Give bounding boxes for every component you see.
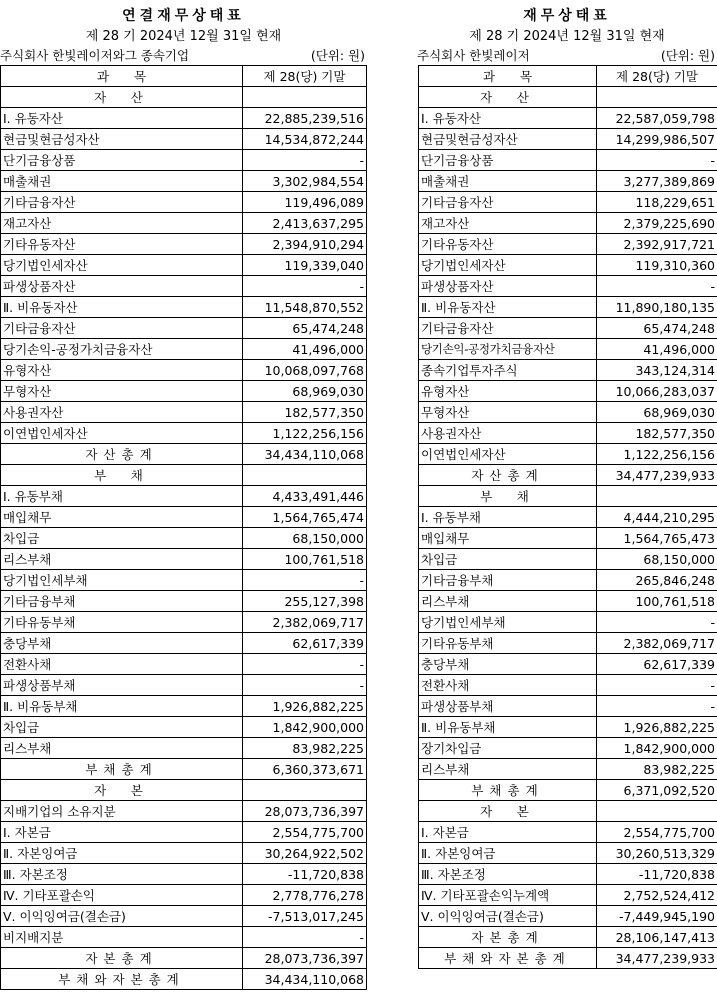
table-row bbox=[419, 633, 717, 654]
table-row bbox=[1, 297, 367, 318]
amount-cell: -11,720,838 bbox=[243, 864, 367, 885]
amount-cell: 6,371,092,520 bbox=[597, 780, 717, 801]
amount-cell: 1,926,882,225 bbox=[597, 717, 717, 738]
amount-cell: - bbox=[243, 675, 367, 696]
amount-cell: 30,264,922,502 bbox=[243, 843, 367, 864]
amount-cell: 119,339,040 bbox=[243, 255, 367, 276]
amount-cell: 14,534,872,244 bbox=[243, 129, 367, 150]
section-row bbox=[419, 87, 717, 108]
table-row bbox=[1, 381, 367, 402]
balance-table bbox=[418, 65, 717, 969]
table-row bbox=[1, 843, 367, 864]
table-body bbox=[419, 87, 717, 969]
table-row bbox=[1, 675, 367, 696]
account-cell: Ⅲ. 자본조정 bbox=[1, 864, 243, 885]
section-row bbox=[1, 87, 367, 108]
account-cell: 매입채무 bbox=[1, 507, 243, 528]
table-row bbox=[1, 591, 367, 612]
account-cell: 유형자산 bbox=[419, 381, 597, 402]
account-cell: 이연법인세자산 bbox=[419, 444, 597, 465]
account-cell: 매출채권 bbox=[1, 171, 243, 192]
account-cell: 충당부채 bbox=[419, 654, 597, 675]
table-row bbox=[1, 192, 367, 213]
table-row bbox=[1, 612, 367, 633]
section-row bbox=[419, 486, 717, 507]
table-row bbox=[419, 213, 717, 234]
section-row bbox=[419, 927, 717, 948]
amount-cell: 2,554,775,700 bbox=[597, 822, 717, 843]
account-cell: 자산총계 bbox=[1, 444, 243, 465]
account-cell: 비지배지분 bbox=[1, 927, 243, 948]
account-cell: 자산총계 bbox=[419, 465, 597, 486]
account-header: 과 목 bbox=[1, 66, 243, 87]
account-cell: 사용권자산 bbox=[1, 402, 243, 423]
account-cell: Ⅱ. 비유동자산 bbox=[419, 297, 597, 318]
account-cell: Ⅳ. 기타포괄손익누계액 bbox=[419, 885, 597, 906]
table-row bbox=[1, 696, 367, 717]
section-row bbox=[1, 465, 367, 486]
table-row bbox=[419, 675, 717, 696]
table-row bbox=[419, 591, 717, 612]
company-name: 주식회사 한빛레이저 bbox=[417, 48, 530, 63]
table-row bbox=[419, 381, 717, 402]
amount-cell: 2,382,069,717 bbox=[243, 612, 367, 633]
table-row bbox=[1, 171, 367, 192]
account-cell: 재고자산 bbox=[1, 213, 243, 234]
amount-cell: 30,260,513,329 bbox=[597, 843, 717, 864]
amount-cell: 62,617,339 bbox=[243, 633, 367, 654]
company-name: 주식회사 한빛레이저와그 종속기업 bbox=[0, 48, 190, 63]
amount-cell bbox=[243, 87, 367, 108]
account-cell: 당기법인세자산 bbox=[419, 255, 597, 276]
account-cell: Ⅰ. 유동부채 bbox=[1, 486, 243, 507]
account-cell: 차입금 bbox=[1, 528, 243, 549]
section-row bbox=[1, 759, 367, 780]
account-cell: 종속기업투자주식 bbox=[419, 360, 597, 381]
table-row bbox=[419, 171, 717, 192]
table-row bbox=[1, 402, 367, 423]
table-row bbox=[419, 612, 717, 633]
table-row bbox=[419, 423, 717, 444]
account-cell: 매입채무 bbox=[419, 528, 597, 549]
sheet-subtitle: 제 28 기 2024년 12월 31일 현재 bbox=[469, 29, 665, 44]
amount-cell: 182,577,350 bbox=[243, 402, 367, 423]
account-cell: 당기법인세자산 bbox=[1, 255, 243, 276]
section-row bbox=[419, 801, 717, 822]
account-cell: 차입금 bbox=[419, 549, 597, 570]
account-cell: Ⅰ. 자본금 bbox=[419, 822, 597, 843]
amount-cell: 1,122,256,156 bbox=[243, 423, 367, 444]
amount-cell: 1,564,765,473 bbox=[597, 528, 717, 549]
account-cell: 단기금융상품 bbox=[419, 150, 597, 171]
account-cell: 파생상품자산 bbox=[1, 276, 243, 297]
amount-cell: 2,778,776,278 bbox=[243, 885, 367, 906]
amount-cell: 265,846,248 bbox=[597, 570, 717, 591]
account-cell: 현금및현금성자산 bbox=[1, 129, 243, 150]
amount-cell: 1,122,256,156 bbox=[597, 444, 717, 465]
account-cell: 현금및현금성자산 bbox=[419, 129, 597, 150]
table-row bbox=[1, 528, 367, 549]
table-row bbox=[419, 234, 717, 255]
table-row bbox=[419, 507, 717, 528]
table-row bbox=[1, 507, 367, 528]
account-cell: 자 산 bbox=[1, 87, 243, 108]
account-cell: 무형자산 bbox=[1, 381, 243, 402]
table-row bbox=[1, 360, 367, 381]
account-cell: Ⅳ. 기타포괄손익 bbox=[1, 885, 243, 906]
account-cell: 단기금융상품 bbox=[1, 150, 243, 171]
amount-cell: 34,434,110,068 bbox=[243, 969, 367, 990]
amount-cell: 14,299,986,507 bbox=[597, 129, 717, 150]
amount-cell: 3,277,389,869 bbox=[597, 171, 717, 192]
table-row bbox=[1, 654, 367, 675]
account-cell: 파생상품자산 bbox=[419, 276, 597, 297]
table-row bbox=[419, 696, 717, 717]
amount-cell: 22,587,059,798 bbox=[597, 108, 717, 129]
account-cell: 당기법인세부채 bbox=[1, 570, 243, 591]
amount-cell: 83,982,225 bbox=[597, 759, 717, 780]
account-cell: 부채총계 bbox=[419, 780, 597, 801]
table-row bbox=[1, 150, 367, 171]
table-row bbox=[1, 318, 367, 339]
amount-cell: - bbox=[597, 696, 717, 717]
table-row bbox=[419, 297, 717, 318]
account-cell: 재고자산 bbox=[419, 213, 597, 234]
account-cell: 장기차입금 bbox=[419, 738, 597, 759]
account-cell: 파생상품부채 bbox=[1, 675, 243, 696]
period-header: 제 28(당) 기말 bbox=[597, 66, 717, 87]
amount-cell: - bbox=[243, 150, 367, 171]
table-row bbox=[1, 885, 367, 906]
account-cell: 충당부채 bbox=[1, 633, 243, 654]
table-row bbox=[419, 528, 717, 549]
amount-cell: - bbox=[597, 675, 717, 696]
amount-cell bbox=[597, 87, 717, 108]
table-row bbox=[419, 360, 717, 381]
amount-cell: 28,106,147,413 bbox=[597, 927, 717, 948]
table-row bbox=[1, 738, 367, 759]
amount-cell: 10,066,283,037 bbox=[597, 381, 717, 402]
account-cell: 전환사채 bbox=[1, 654, 243, 675]
sheet-subtitle: 제 28 기 2024년 12월 31일 현재 bbox=[85, 29, 282, 44]
table-row bbox=[1, 255, 367, 276]
amount-cell: 100,761,518 bbox=[243, 549, 367, 570]
account-cell: 전환사채 bbox=[419, 675, 597, 696]
amount-cell bbox=[597, 486, 717, 507]
table-row bbox=[1, 633, 367, 654]
table-row bbox=[419, 108, 717, 129]
amount-cell: 2,392,917,721 bbox=[597, 234, 717, 255]
account-cell: 기타금융부채 bbox=[1, 591, 243, 612]
section-row bbox=[419, 465, 717, 486]
amount-cell: 83,982,225 bbox=[243, 738, 367, 759]
amount-cell: - bbox=[597, 612, 717, 633]
account-cell: 기타유동자산 bbox=[419, 234, 597, 255]
header-row bbox=[1, 66, 367, 87]
table-row bbox=[1, 213, 367, 234]
amount-cell: 4,444,210,295 bbox=[597, 507, 717, 528]
account-header: 과 목 bbox=[419, 66, 597, 87]
amount-cell: 119,496,089 bbox=[243, 192, 367, 213]
amount-cell: -7,513,017,245 bbox=[243, 906, 367, 927]
section-row bbox=[1, 780, 367, 801]
table-row bbox=[419, 822, 717, 843]
table-row bbox=[419, 150, 717, 171]
table-row bbox=[1, 717, 367, 738]
account-cell: 리스부채 bbox=[419, 759, 597, 780]
table-row bbox=[419, 885, 717, 906]
account-cell: 사용권자산 bbox=[419, 423, 597, 444]
amount-cell: 34,477,239,933 bbox=[597, 948, 717, 969]
table-row bbox=[419, 717, 717, 738]
amount-cell: - bbox=[243, 570, 367, 591]
account-cell: 리스부채 bbox=[1, 549, 243, 570]
account-cell: 기타금융자산 bbox=[419, 318, 597, 339]
table-row bbox=[1, 486, 367, 507]
amount-cell bbox=[243, 780, 367, 801]
amount-cell: 2,379,225,690 bbox=[597, 213, 717, 234]
account-cell: 파생상품부채 bbox=[419, 696, 597, 717]
table-row bbox=[419, 318, 717, 339]
account-cell: Ⅰ. 유동자산 bbox=[419, 108, 597, 129]
account-cell: Ⅱ. 자본잉여금 bbox=[419, 843, 597, 864]
table-row bbox=[419, 339, 717, 360]
amount-cell: 68,150,000 bbox=[597, 549, 717, 570]
account-cell: 부채와자본총계 bbox=[1, 969, 243, 990]
table-row bbox=[1, 570, 367, 591]
table-row bbox=[419, 654, 717, 675]
section-row bbox=[419, 780, 717, 801]
amount-cell: -7,449,945,190 bbox=[597, 906, 717, 927]
sheet-title: 재무상태표 bbox=[523, 8, 611, 24]
table-row bbox=[1, 108, 367, 129]
amount-cell: 41,496,000 bbox=[243, 339, 367, 360]
account-cell: 매출채권 bbox=[419, 171, 597, 192]
amount-cell bbox=[597, 801, 717, 822]
amount-cell: 1,842,900,000 bbox=[243, 717, 367, 738]
amount-cell: 11,890,180,135 bbox=[597, 297, 717, 318]
table-row bbox=[419, 192, 717, 213]
amount-cell: 41,496,000 bbox=[597, 339, 717, 360]
section-row bbox=[419, 948, 717, 969]
amount-cell: 34,477,239,933 bbox=[597, 465, 717, 486]
amount-cell: 3,302,984,554 bbox=[243, 171, 367, 192]
table-row bbox=[1, 822, 367, 843]
amount-cell: - bbox=[597, 150, 717, 171]
period-header: 제 28(당) 기말 bbox=[243, 66, 367, 87]
table-row bbox=[419, 255, 717, 276]
table-row bbox=[1, 276, 367, 297]
account-cell: 지배기업의 소유지분 bbox=[1, 801, 243, 822]
amount-cell: 255,127,398 bbox=[243, 591, 367, 612]
table-row bbox=[1, 129, 367, 150]
amount-cell: - bbox=[243, 276, 367, 297]
table-row bbox=[419, 759, 717, 780]
account-cell: 기타유동자산 bbox=[1, 234, 243, 255]
account-cell: 리스부채 bbox=[419, 591, 597, 612]
table-row bbox=[1, 423, 367, 444]
section-row bbox=[1, 948, 367, 969]
amount-cell: 2,394,910,294 bbox=[243, 234, 367, 255]
account-cell: 유형자산 bbox=[1, 360, 243, 381]
header-row bbox=[419, 66, 717, 87]
account-cell: 자 본 bbox=[1, 780, 243, 801]
account-cell: 기타금융자산 bbox=[419, 192, 597, 213]
table-row bbox=[419, 549, 717, 570]
amount-cell: 65,474,248 bbox=[243, 318, 367, 339]
account-cell: 당기손익-공정가치금융자산 bbox=[1, 339, 243, 360]
table-row bbox=[1, 801, 367, 822]
account-cell: 무형자산 bbox=[419, 402, 597, 423]
account-cell: 기타금융부채 bbox=[419, 570, 597, 591]
amount-cell: 2,752,524,412 bbox=[597, 885, 717, 906]
separate-balance-sheet bbox=[417, 0, 717, 969]
account-cell: Ⅴ. 이익잉여금(결손금) bbox=[419, 906, 597, 927]
unit-label: (단위: 원) bbox=[310, 48, 365, 63]
amount-cell: 68,969,030 bbox=[597, 402, 717, 423]
amount-cell: 1,842,900,000 bbox=[597, 738, 717, 759]
table-body bbox=[1, 87, 367, 990]
account-cell: Ⅲ. 자본조정 bbox=[419, 864, 597, 885]
account-cell: 자 산 bbox=[419, 87, 597, 108]
amount-cell: 118,229,651 bbox=[597, 192, 717, 213]
amount-cell: 28,073,736,397 bbox=[243, 801, 367, 822]
amount-cell: - bbox=[243, 927, 367, 948]
table-row bbox=[1, 927, 367, 948]
account-cell: Ⅱ. 비유동부채 bbox=[419, 717, 597, 738]
account-cell: 당기법인세부채 bbox=[419, 612, 597, 633]
account-cell: Ⅰ. 자본금 bbox=[1, 822, 243, 843]
table-row bbox=[419, 570, 717, 591]
account-cell: Ⅰ. 유동부채 bbox=[419, 507, 597, 528]
amount-cell: - bbox=[243, 654, 367, 675]
table-row bbox=[419, 129, 717, 150]
account-cell: Ⅱ. 자본잉여금 bbox=[1, 843, 243, 864]
sheet-meta bbox=[417, 46, 717, 65]
balance-table bbox=[0, 65, 367, 990]
section-row bbox=[1, 969, 367, 990]
account-cell: 기타유동부채 bbox=[419, 633, 597, 654]
account-cell: 기타금융자산 bbox=[1, 318, 243, 339]
table-row bbox=[1, 339, 367, 360]
amount-cell: -11,720,838 bbox=[597, 864, 717, 885]
table-row bbox=[419, 738, 717, 759]
amount-cell: 62,617,339 bbox=[597, 654, 717, 675]
account-cell: Ⅰ. 유동자산 bbox=[1, 108, 243, 129]
account-cell: 부 채 bbox=[419, 486, 597, 507]
account-cell: 차입금 bbox=[1, 717, 243, 738]
account-cell: 기타금융자산 bbox=[1, 192, 243, 213]
table-row bbox=[419, 843, 717, 864]
amount-cell: 68,150,000 bbox=[243, 528, 367, 549]
account-cell: 자 본 bbox=[419, 801, 597, 822]
amount-cell: 65,474,248 bbox=[597, 318, 717, 339]
account-cell: Ⅱ. 비유동부채 bbox=[1, 696, 243, 717]
account-cell: 부채총계 bbox=[1, 759, 243, 780]
table-row bbox=[419, 402, 717, 423]
table-row bbox=[1, 906, 367, 927]
table-row bbox=[419, 864, 717, 885]
amount-cell: 1,564,765,474 bbox=[243, 507, 367, 528]
amount-cell: 10,068,097,768 bbox=[243, 360, 367, 381]
amount-cell: 11,548,870,552 bbox=[243, 297, 367, 318]
account-cell: 이연법인세자산 bbox=[1, 423, 243, 444]
account-cell: 부 채 bbox=[1, 465, 243, 486]
table-row bbox=[419, 906, 717, 927]
section-row bbox=[1, 444, 367, 465]
amount-cell: 182,577,350 bbox=[597, 423, 717, 444]
table-row bbox=[419, 276, 717, 297]
amount-cell bbox=[243, 465, 367, 486]
sheet-meta bbox=[0, 46, 367, 65]
amount-cell: 68,969,030 bbox=[243, 381, 367, 402]
amount-cell: 34,434,110,068 bbox=[243, 444, 367, 465]
amount-cell: 2,554,775,700 bbox=[243, 822, 367, 843]
amount-cell: 4,433,491,446 bbox=[243, 486, 367, 507]
account-cell: 당기손익-공정가치금융자산 bbox=[419, 339, 597, 360]
amount-cell: 1,926,882,225 bbox=[243, 696, 367, 717]
account-cell: Ⅱ. 비유동자산 bbox=[1, 297, 243, 318]
account-cell: 기타유동부채 bbox=[1, 612, 243, 633]
amount-cell: 119,310,360 bbox=[597, 255, 717, 276]
unit-label: (단위: 원) bbox=[660, 48, 715, 63]
table-row bbox=[1, 864, 367, 885]
account-cell: 부채와자본총계 bbox=[419, 948, 597, 969]
account-cell: 자본총계 bbox=[1, 948, 243, 969]
amount-cell: - bbox=[597, 276, 717, 297]
amount-cell: 6,360,373,671 bbox=[243, 759, 367, 780]
account-cell: 리스부채 bbox=[1, 738, 243, 759]
account-cell: Ⅴ. 이익잉여금(결손금) bbox=[1, 906, 243, 927]
account-cell: 자본총계 bbox=[419, 927, 597, 948]
table-row bbox=[1, 549, 367, 570]
amount-cell: 100,761,518 bbox=[597, 591, 717, 612]
table-row bbox=[419, 444, 717, 465]
amount-cell: 28,073,736,397 bbox=[243, 948, 367, 969]
table-row bbox=[1, 234, 367, 255]
amount-cell: 2,413,637,295 bbox=[243, 213, 367, 234]
amount-cell: 343,124,314 bbox=[597, 360, 717, 381]
sheet-title: 연결재무상태표 bbox=[122, 8, 245, 24]
amount-cell: 22,885,239,516 bbox=[243, 108, 367, 129]
amount-cell: 2,382,069,717 bbox=[597, 633, 717, 654]
